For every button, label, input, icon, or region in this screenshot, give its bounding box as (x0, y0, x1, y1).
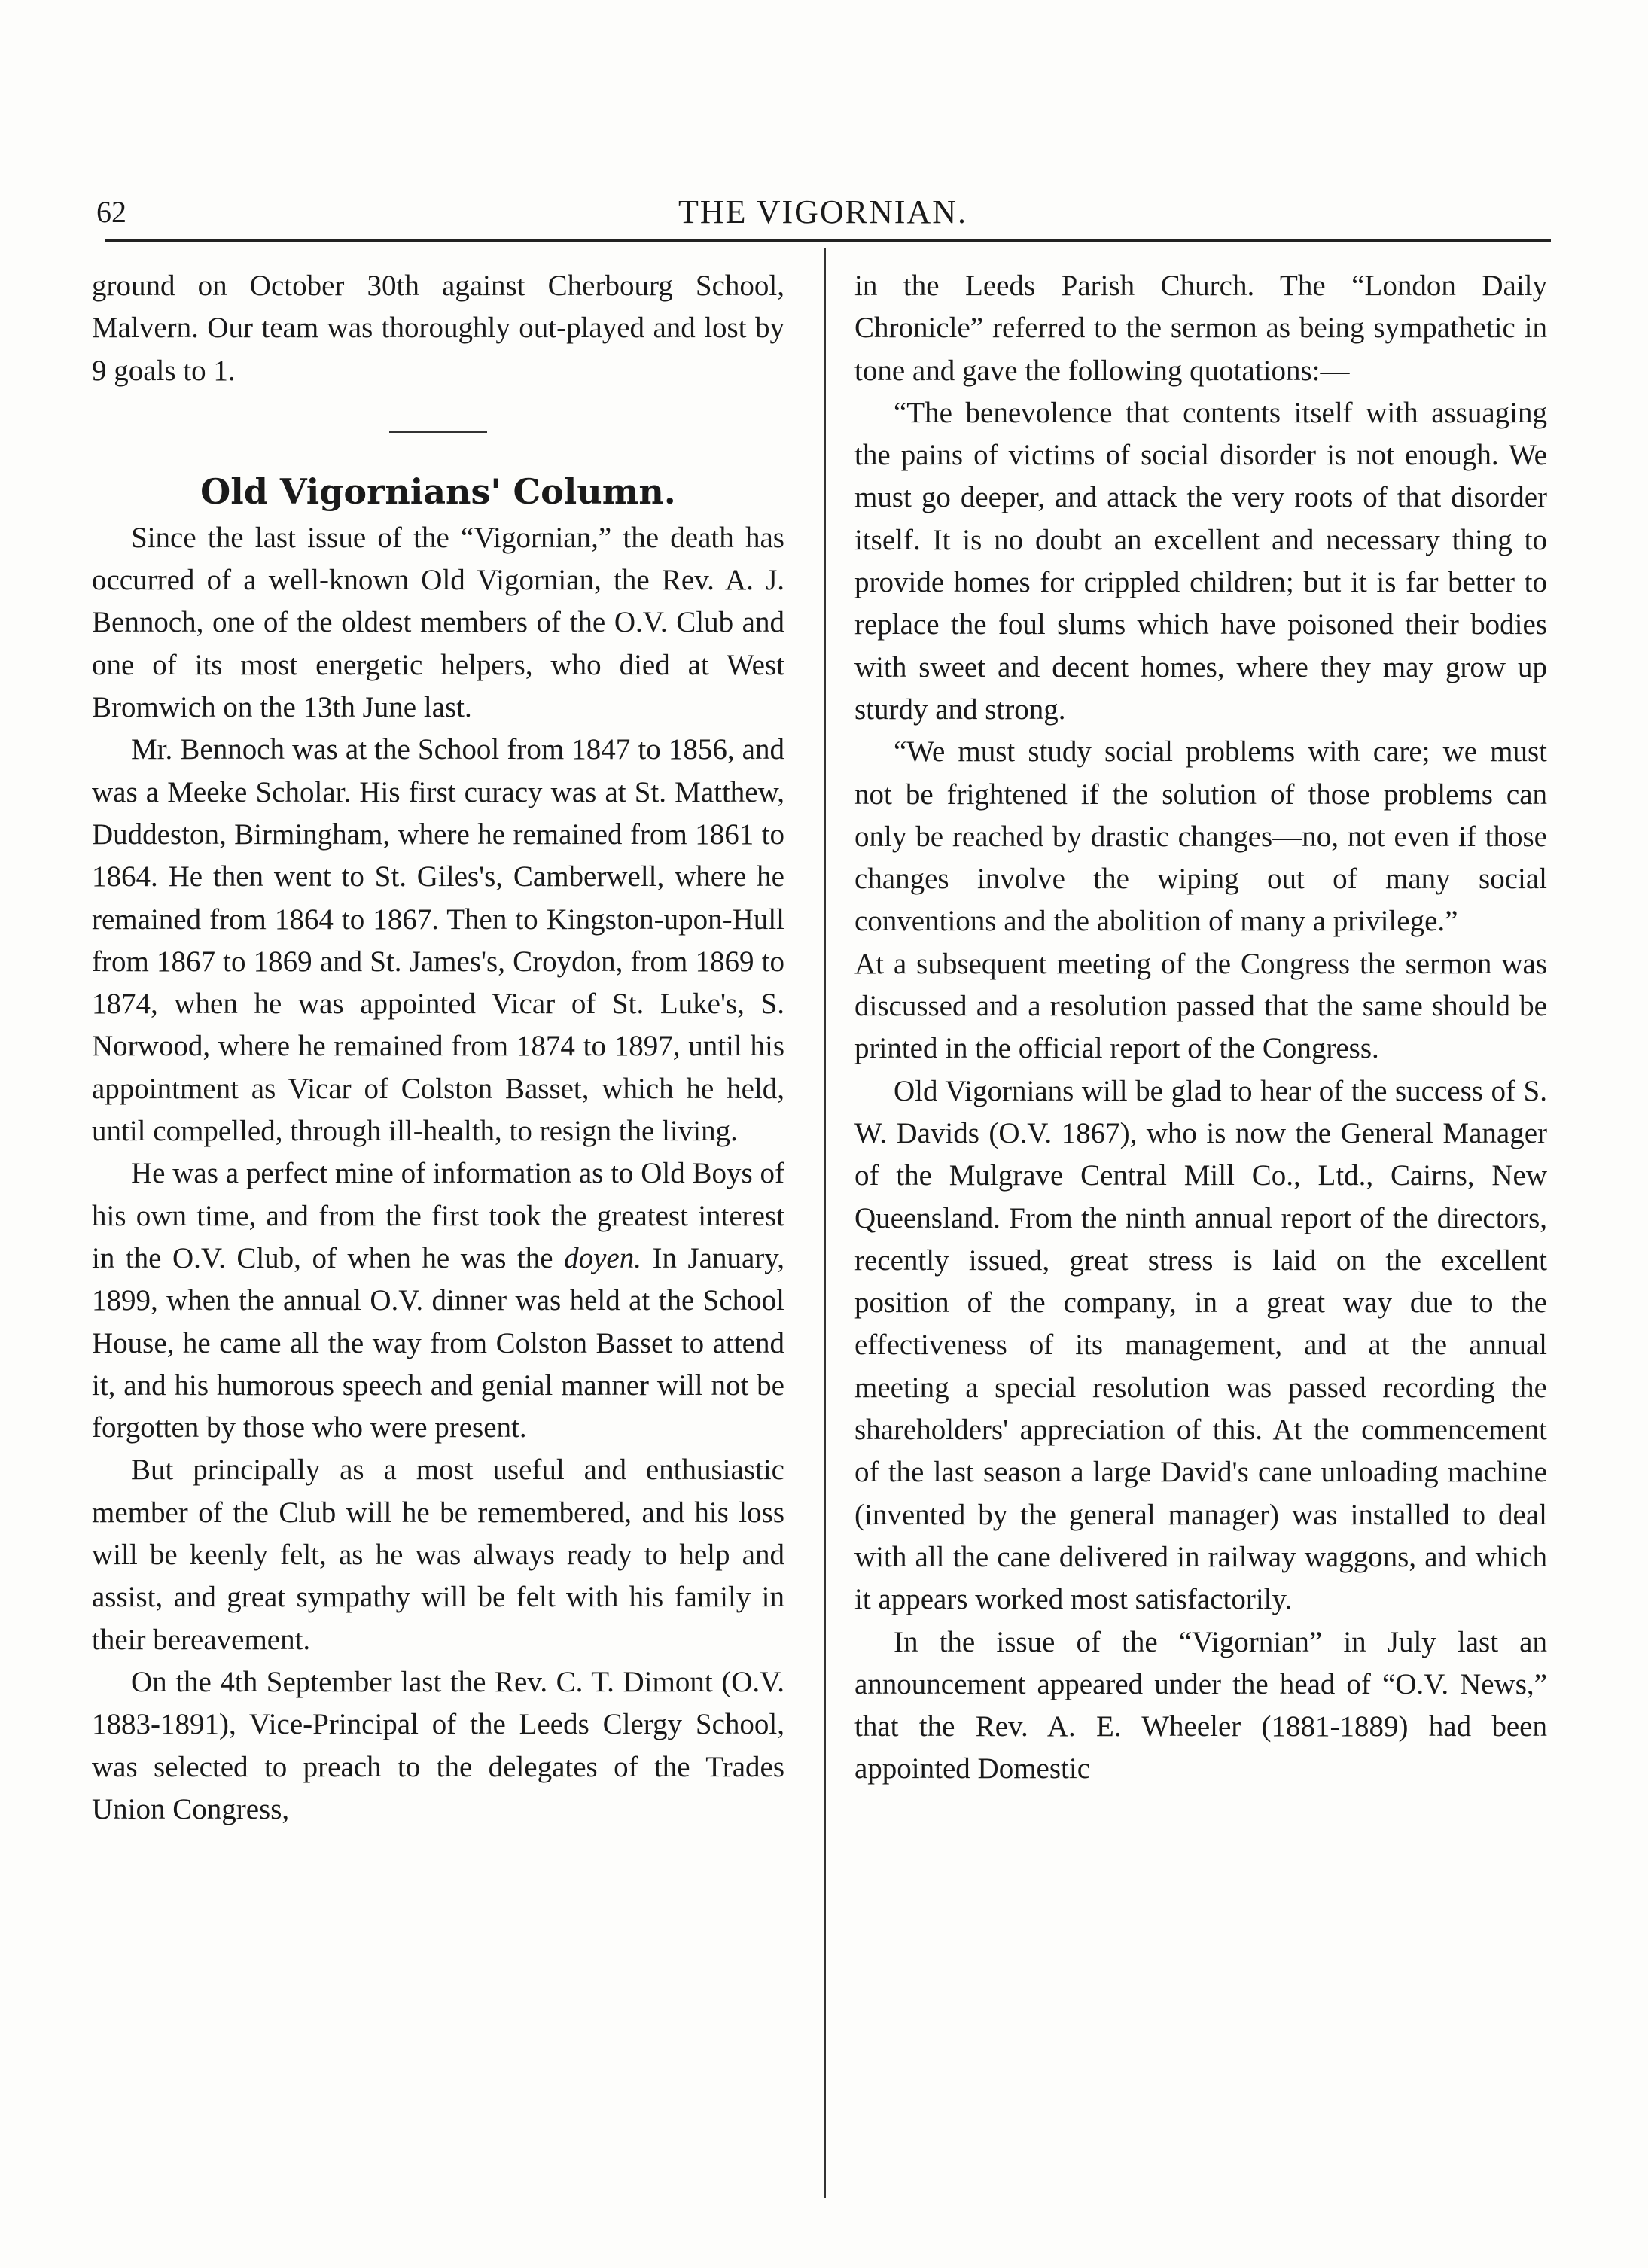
paragraph-dimont-sermon: On the 4th September last the Rev. C. T. Dimont (O.V. 1883-1891), Vice-Principal of the Leeds Clergy School, was selected to preach to the delegates of the Trades Union Congress, (92, 1665, 784, 1825)
text-run: He was a perfect mine of information as to Old Boys of his own time, and from the first took the greatest interest in the O.V. Club, of when he was the (92, 1157, 784, 1274)
page-header (96, 188, 1549, 236)
section-heading: Old Vigornians' Column. (200, 470, 676, 512)
header-rule (105, 239, 1551, 242)
paragraph-congress-resolution: At a subsequent meeting of the Congress the sermon was discussed and a resolution passed that the same should be printed in the official report of the Congress. (854, 947, 1547, 1065)
paragraph-bennoch-death: Since the last issue of the “Vigornian,” the death has occurred of a well-known Old Vigornian, the Rev. A. J. Bennoch, one of the oldest members of the O.V. Club and one of its most energetic helpers, who died at West Bromwich on the 13th June last. (92, 521, 784, 724)
column-divider (824, 248, 826, 2198)
quotation-social-problems: “We must study social problems with care; we must not be frightened if the solution of those problems can only be reached by drastic changes—no, not even if those changes involve the wiping out of many social conventions and the abolition of many a privilege.” (854, 735, 1547, 938)
paragraph-bennoch-information (92, 1152, 784, 1449)
page-number: 62 (96, 195, 126, 229)
paragraph-football-result: ground on October 30th against Cherbourg School, Malvern. Our team was thoroughly out-played and lost by 9 goals to 1. (92, 269, 784, 387)
running-title: THE VIGORNIAN. (678, 193, 968, 230)
quotation-benevolence: “The benevolence that contents itself with assuaging the pains of victims of social disorder is not enough. We must go deeper, and attack the very roots of that disorder itself. It is no doubt an excellent and necessary thing to provide homes for crippled children; but it is far better to replace the foul slums which have poisoned their bodies with sweet and decent homes, where they may grow up sturdy and strong. (854, 396, 1547, 726)
paragraph-leeds-parish-church: in the Leeds Parish Church. The “London Daily Chronicle” referred to the sermon as being sympathetic in tone and gave the following quotations:— (854, 269, 1547, 387)
section-divider (389, 431, 487, 433)
paragraph-davids-success: Old Vigornians will be glad to hear of the success of S. W. Davids (O.V. 1867), who is now the General Manager of the Mulgrave Central Mill Co., Ltd., Cairns, New Queensland. From the ninth annual report of the directors, recently issued, great stress is laid on the excellent position of the company, in a great way due to the effectiveness of its management, and at the annual meeting a special resolution was passed recording the shareholders' appreciation of this. At the commencement of the last season a large David's cane unloading machine (invented by the general manager) was installed to deal with all the cane delivered in railway waggons, and which it appears worked most satisfactorily. (854, 1074, 1547, 1616)
paragraph-bennoch-remembered: But principally as a most useful and enthusiastic member of the Club will he be remembered, and his loss will be keenly felt, as he was always ready to help and assist, and great sympathy will be felt with his family in their bereavement. (92, 1454, 784, 1656)
paragraph-wheeler-announcement: In the issue of the “Vigornian” in July last an announcement appeared under the head of “O.V. News,” that the Rev. A. E. Wheeler (1881-1889) had been appointed Domestic (854, 1625, 1547, 1785)
text-run: In January, 1899, when the annual O.V. dinner was held at the School House, he came all the way from Colston Basset to attend it, and his humorous speech and genial manner will not be forgotten by those who were present. (92, 1241, 784, 1445)
right-column (854, 265, 1547, 1791)
left-column (92, 265, 784, 1831)
paragraph-bennoch-career: Mr. Bennoch was at the School from 1847 to 1856, and was a Meeke Scholar. His first curacy was at St. Matthew, Duddeston, Birmingham, where he remained from 1861 to 1864. He then went to St. Giles's, Camberwell, where he remained from 1864 to 1867. Then to Kingston-upon-Hull from 1867 to 1869 and St. James's, Croydon, from 1869 to 1874, when he was appointed Vicar of St. Luke's, S. Norwood, where he remained from 1874 to 1897, until his appointment as Vicar of Colston Basset, which he held, until compelled, through ill-health, to resign the living. (92, 733, 784, 1148)
italic-word: doyen. (564, 1241, 641, 1274)
